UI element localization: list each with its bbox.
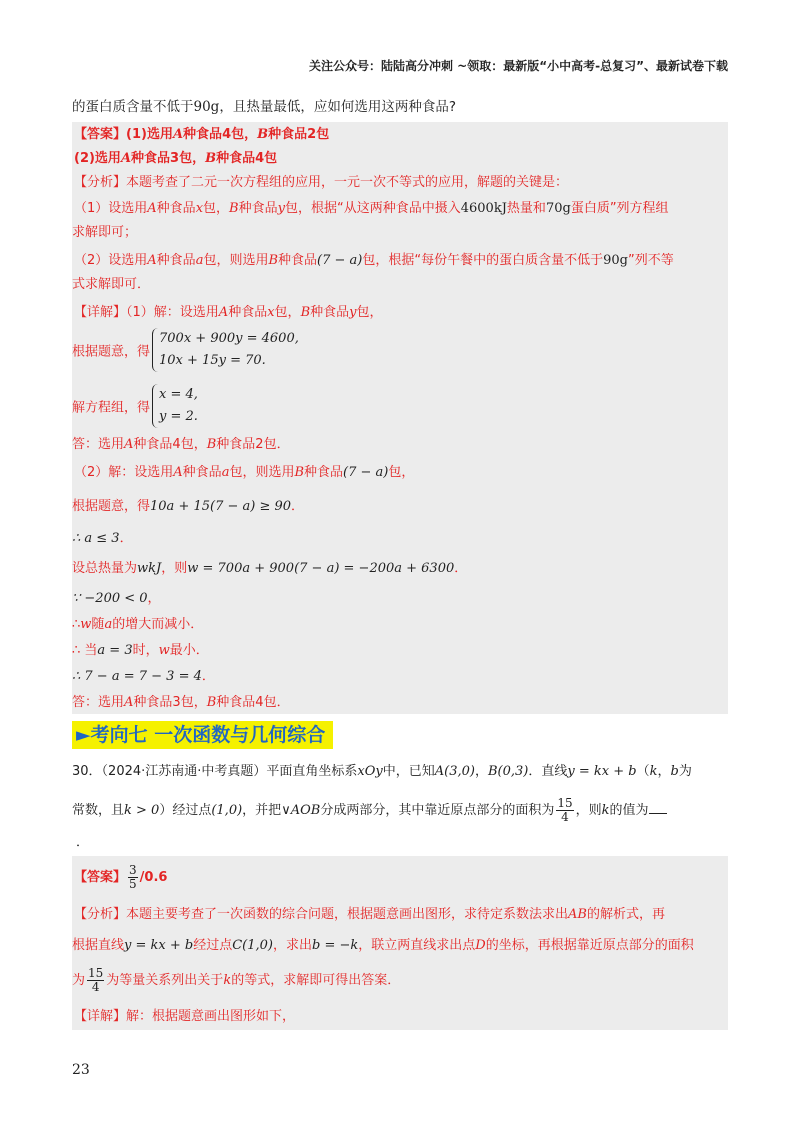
inequality: 根据题意，得10a + 15(7 − a) ≥ 90．	[72, 499, 305, 514]
analysis-2: （2）设选用A种食品a包，则选用B种食品(7 − a)包，根据“每份午餐中的蛋白质含量不低于90g”列不等	[74, 253, 674, 268]
equation-system-2: 解方程组，得 x = 4, y = 2.	[72, 384, 728, 428]
analysis-1: （1）设选用A种食品x包，B种食品y包，根据“从这两种食品中摄入4600kJ热量和70g蛋白质”列方程组	[74, 201, 669, 216]
solution-block-30	[72, 856, 728, 1030]
question-30-line-2: 常数，且k > 0）经过点(1,0)，并把∨AOB分成两部分，其中靠近原点部分的面积为 $\frac{15}{4}$ ，则k的值为	[72, 794, 732, 828]
analysis-line: 【分析】本题考查了二元一次方程组的应用，一元一次不等式的应用，解题的关键是：	[74, 175, 569, 190]
page-header: 关注公众号：陆陆高分冲刺 ~领取：最新版“小中高考-总复习”、最新试卷下载	[309, 59, 728, 73]
section-heading: ►考向七 一次函数与几何综合	[72, 721, 333, 749]
area-fraction: $\frac{15}{4}$	[88, 966, 104, 994]
minimum-line: ∴ 当a = 3时，w最小．	[72, 643, 209, 658]
result-a: ∴ a ≤ 3．	[72, 531, 133, 546]
page-number: 23	[72, 1062, 90, 1078]
question-30-line-3: ．	[76, 835, 90, 850]
blank-line	[649, 801, 667, 814]
arrow-icon: ►	[76, 724, 91, 746]
calc-line: ∴ 7 − a = 7 − 3 = 4．	[72, 669, 215, 684]
solution-block-29	[72, 122, 728, 714]
decrease-line: ∴w随a的增大而减小．	[72, 617, 204, 632]
answer-1: 答：选用A种食品4包，B种食品2包．	[72, 437, 290, 452]
question-30-line-1: 30．（2024·江苏南通·中考真题）平面直角坐标系xOy中，已知A(3,0)，B(0,3)．直线y = kx + b（k，b为	[72, 764, 692, 779]
because-line: ∵ −200 < 0，	[72, 591, 161, 606]
final-answer: 答：选用A种食品3包，B种食品4包．	[72, 695, 290, 710]
answer-30: 【答案】 $\frac{3}{5}$ /0.6	[74, 863, 168, 891]
detail-30: 【详解】解：根据题意画出图形如下，	[74, 1009, 296, 1024]
question-intro: 的蛋白质含量不低于90g，且热量最低，应如何选用这两种食品?	[72, 99, 456, 115]
detail-2: （2）解：设选用A种食品a包，则选用B种食品(7 − a)包，	[74, 465, 415, 480]
analysis-1-cont: 求解即可；	[72, 225, 138, 240]
analysis-30-1: 【分析】本题主要考查了一次函数的综合问题，根据题意画出图形，求待定系数法求出AB的解析式，再	[74, 907, 665, 922]
analysis-2-cont: 式求解即可．	[72, 277, 151, 292]
answer-line-1: 【答案】(1)选用A种食品4包，B种食品2包	[74, 127, 330, 142]
answer-fraction: $\frac{3}{5}$	[129, 863, 137, 891]
fraction: $\frac{15}{4}$	[557, 796, 573, 824]
heat-equation: 设总热量为wkJ，则w = 700a + 900(7 − a) = −200a + 6300．	[72, 561, 468, 576]
answer-line-2: (2)选用A种食品3包，B种食品4包	[74, 151, 278, 166]
equation-system-1: 根据题意，得 700x + 900y = 4600, 10x + 15y = 70.	[72, 328, 728, 372]
analysis-30-3: 为 $\frac{15}{4}$ 为等量关系列出关于k的等式，求解即可得出答案．	[72, 966, 401, 994]
analysis-30-2: 根据直线y = kx + b经过点C(1,0)，求出b = −k，联立两直线求出点D的坐标，再根据靠近原点部分的面积	[72, 938, 694, 953]
detail-1: 【详解】（1）解：设选用A种食品x包，B种食品y包，	[74, 305, 383, 320]
